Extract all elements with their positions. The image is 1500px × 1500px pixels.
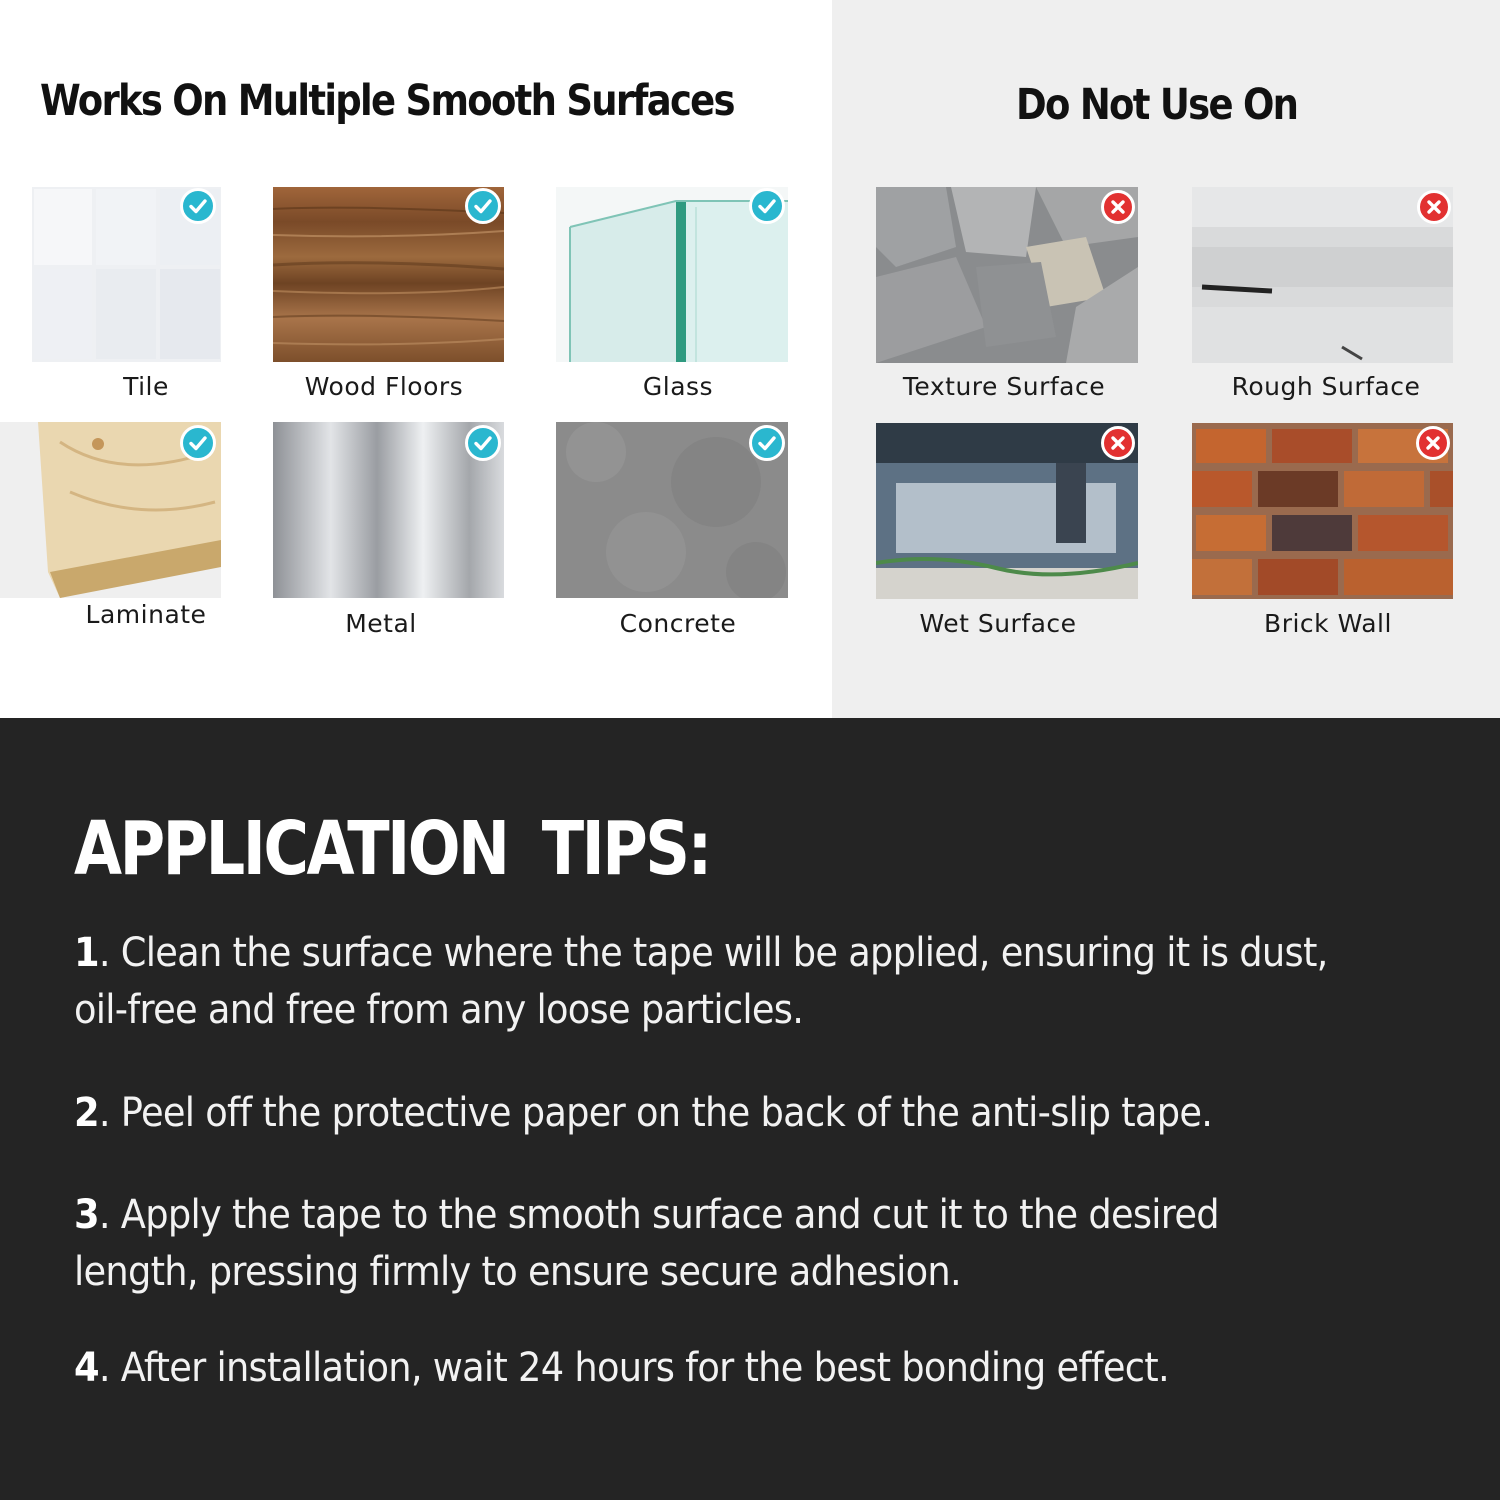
wet-surface-image (876, 423, 1138, 599)
tip-number: 3 (74, 1192, 99, 1238)
check-circle-icon (749, 425, 785, 461)
x-circle-icon (1416, 426, 1450, 460)
tip-text: . After installation, wait 24 hours for the best bonding effect. (98, 1345, 1169, 1391)
surface-label: Concrete (619, 609, 737, 638)
x-circle-icon (1101, 190, 1135, 224)
tip-number: 4 (74, 1345, 99, 1391)
tip-number: 1 (74, 930, 99, 976)
check-circle-icon (465, 188, 501, 224)
surface-label: Glass (642, 372, 714, 401)
tip-item (74, 925, 1344, 1039)
x-circle-icon (1417, 190, 1451, 224)
tip-number: 2 (74, 1090, 99, 1136)
avoid-section-title: Do Not Use On (1016, 80, 1298, 130)
tip-text: . Peel off the protective paper on the back of the anti-slip tape. (98, 1090, 1213, 1136)
surface-label: Metal (345, 609, 417, 638)
surface-label: Brick Wall (1264, 609, 1392, 638)
surface-label: Rough Surface (1231, 372, 1421, 401)
tips-title: APPLICATION TIPS: (74, 806, 710, 892)
brick-wall-image (1192, 423, 1453, 599)
x-circle-icon (1101, 426, 1135, 460)
surface-label: Tile (123, 372, 169, 401)
surface-label: Wet Surface (919, 609, 1077, 638)
check-circle-icon (180, 188, 216, 224)
works-section-title: Works On Multiple Smooth Surfaces (40, 76, 734, 126)
texture-surface-image (876, 187, 1138, 363)
rough-surface-image (1192, 187, 1453, 363)
surface-label: Wood Floors (304, 372, 464, 401)
check-circle-icon (749, 188, 785, 224)
check-circle-icon (180, 425, 216, 461)
tip-item (74, 1187, 1344, 1301)
surface-label: Laminate (85, 600, 207, 629)
tip-item (74, 1340, 1344, 1397)
tip-item (74, 1085, 1344, 1142)
surface-label: Texture Surface (902, 372, 1106, 401)
check-circle-icon (465, 425, 501, 461)
tip-text: . Clean the surface where the tape will be applied, ensuring it is dust, oil-free and free from any loose particles. (74, 930, 1328, 1033)
tip-text: . Apply the tape to the smooth surface and cut it to the desired length, pressing firmly to ensure secure adhesion. (74, 1192, 1219, 1295)
